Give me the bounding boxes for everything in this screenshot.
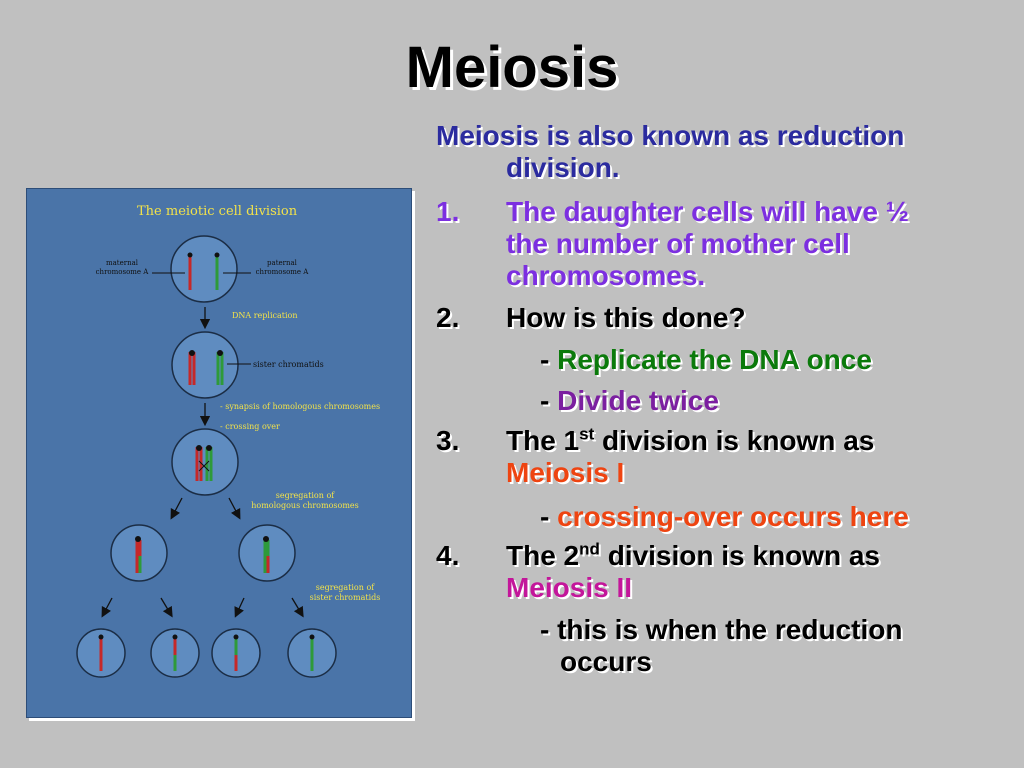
slide-title: Meiosis: [405, 35, 619, 100]
label-crossing-over: - crossing over: [220, 422, 280, 431]
intro-line-2: division.: [506, 152, 620, 183]
meiosis-diagram-svg: [27, 189, 411, 717]
replicated-cell: [172, 332, 238, 398]
item1-line-2: the number of mother cell: [506, 228, 850, 259]
label-segregation-homologous: segregation of: [275, 491, 335, 500]
synapsis-cell: [172, 429, 238, 495]
item4-pre: The 2: [506, 540, 580, 571]
replicate-text: Replicate the DNA once: [557, 344, 872, 375]
parent-cell: [171, 236, 237, 302]
centromere: [188, 253, 193, 258]
reduction-line-1: - this is when the reduction: [540, 614, 903, 645]
centromere: [234, 635, 239, 640]
list-number-3: 3.: [436, 425, 460, 456]
sub-dash: -: [540, 344, 558, 375]
label-maternal-chromosome: chromosome A: [95, 268, 149, 276]
crossing-over-text: crossing-over occurs here: [557, 501, 909, 532]
centromere: [196, 445, 202, 451]
sub-item-reduction: [436, 614, 1024, 678]
label-sister-chromatids-2: sister chromatids: [309, 593, 381, 602]
label-homologous-chromosomes: homologous chromosomes: [251, 501, 359, 510]
label-paternal-chromosome: chromosome A: [255, 268, 309, 276]
arrow: [173, 498, 182, 515]
item2-text: How is this done?: [506, 302, 746, 333]
centromere: [217, 350, 223, 356]
intro-line-1: Meiosis is also known as reduction: [436, 120, 905, 151]
list-number-2: 2.: [436, 302, 460, 333]
meiosis-ii-label: Meiosis II: [506, 572, 633, 603]
centromere: [189, 350, 195, 356]
arrow: [229, 498, 238, 515]
arrow: [292, 598, 301, 613]
item4-sup: nd: [579, 539, 600, 559]
label-sister-chromatids: sister chromatids: [253, 360, 324, 369]
intro-paragraph: [436, 120, 1024, 184]
sub-item-divide: [436, 385, 1024, 417]
list-item-3: [436, 425, 1024, 489]
meiosis-i-label: Meiosis I: [506, 457, 625, 488]
sub-item-replicate: [436, 344, 1024, 376]
label-synapsis: - synapsis of homologous chromosomes: [220, 402, 381, 411]
list-number-1: 1.: [436, 196, 460, 227]
centromere: [173, 635, 178, 640]
list-item-4: [436, 540, 1024, 604]
centromere: [215, 253, 220, 258]
label-paternal: paternal: [267, 259, 297, 267]
diagram-title: The meiotic cell division: [137, 204, 298, 219]
sub-item-crossing-over: [436, 501, 1024, 533]
arrow: [104, 598, 112, 613]
label-dna-replication: DNA replication: [232, 311, 298, 320]
sub-dash: -: [540, 501, 558, 532]
label-segregation-sister: segregation of: [315, 583, 375, 592]
item1-line-3: chromosomes.: [506, 260, 706, 291]
meiosis-diagram: [26, 188, 412, 718]
arrow: [237, 598, 244, 613]
item3-post: division is known as: [594, 425, 875, 456]
item3-pre: The 1: [506, 425, 580, 456]
item3-sup: st: [579, 424, 595, 444]
label-maternal: maternal: [105, 259, 139, 267]
sub-dash: -: [540, 385, 558, 416]
list-number-4: 4.: [436, 540, 460, 571]
arrow: [161, 598, 170, 613]
centromere: [206, 445, 212, 451]
centromere: [135, 536, 141, 542]
centromere: [310, 635, 315, 640]
item1-line-1: The daughter cells will have ½: [506, 196, 910, 227]
centromere: [99, 635, 104, 640]
centromere: [263, 536, 269, 542]
reduction-line-2: occurs: [560, 646, 652, 677]
list-item-2: [436, 302, 1024, 334]
item4-post: division is known as: [599, 540, 880, 571]
divide-text: Divide twice: [557, 385, 719, 416]
list-item-1: [436, 196, 1024, 292]
